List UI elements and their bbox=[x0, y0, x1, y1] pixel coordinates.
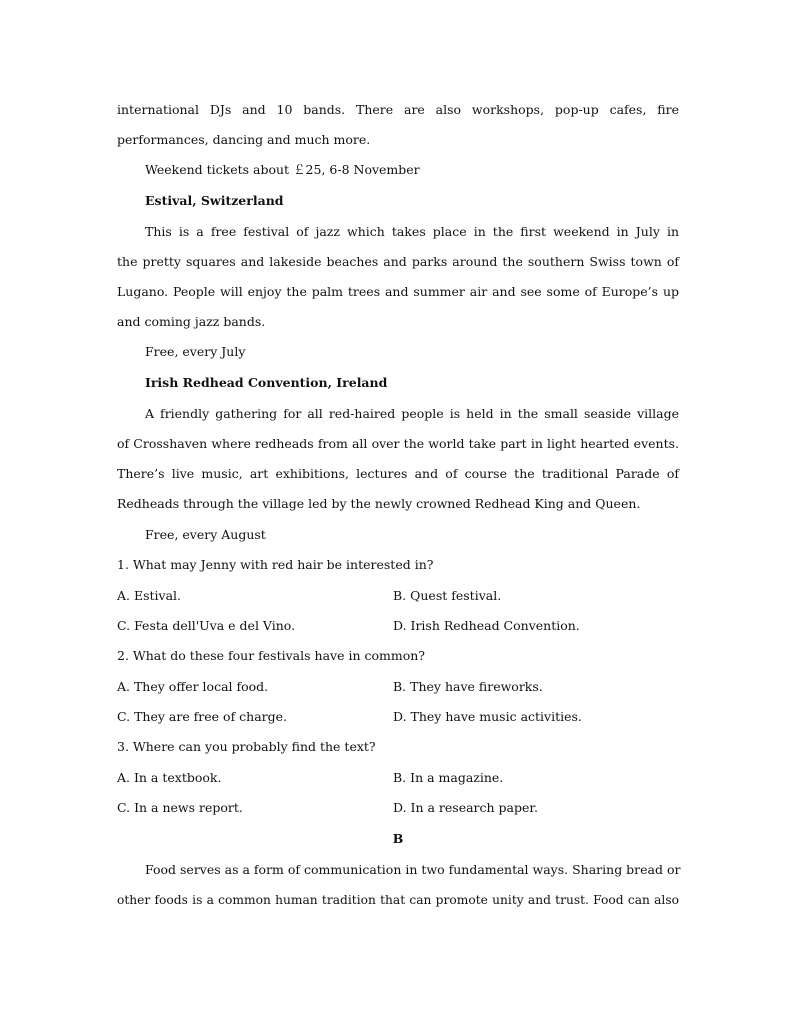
paragraph-line: Food serves as a form of communication in two fundamental ways. Sharing bread or bbox=[145, 862, 681, 877]
question-stem: 1. What may Jenny with red hair be interested in? bbox=[117, 557, 434, 572]
paragraph-line: and coming jazz bands. bbox=[117, 314, 266, 329]
option-d: D. They have music activities. bbox=[393, 709, 582, 724]
question-stem: 2. What do these four festivals have in common? bbox=[117, 648, 425, 663]
section-heading-estival: Estival, Switzerland bbox=[145, 193, 284, 208]
paragraph-line: the pretty squares and lakeside beaches and parks around the southern Swiss town of bbox=[117, 254, 679, 269]
option-c: C. Festa dell'Uva e del Vino. bbox=[117, 618, 296, 633]
question-stem: 3. Where can you probably find the text? bbox=[117, 739, 376, 754]
paragraph-line: There’s live music, art exhibitions, lectures and of course the traditional Parade of bbox=[117, 466, 679, 481]
ticket-info: Weekend tickets about ￡25, 6-8 November bbox=[145, 162, 420, 177]
option-a: A. They offer local food. bbox=[117, 679, 269, 694]
paragraph-line: other foods is a common human tradition that can promote unity and trust. Food can also bbox=[117, 893, 679, 907]
section-label-b: B bbox=[392, 831, 404, 846]
paragraph-line: Redheads through the village led by the newly crowned Redhead King and Queen. bbox=[117, 496, 641, 511]
option-d: D. Irish Redhead Convention. bbox=[393, 618, 580, 633]
option-b: B. In a magazine. bbox=[393, 770, 504, 785]
option-b: B. Quest festival. bbox=[393, 588, 502, 603]
option-c: C. They are free of charge. bbox=[117, 709, 288, 724]
paragraph-line: performances, dancing and much more. bbox=[117, 132, 371, 147]
option-d: D. In a research paper. bbox=[393, 800, 538, 815]
option-a: A. Estival. bbox=[117, 588, 182, 603]
event-info: Free, every July bbox=[145, 344, 246, 359]
section-heading-redhead: Irish Redhead Convention, Ireland bbox=[145, 375, 388, 390]
option-b: B. They have fireworks. bbox=[393, 679, 543, 694]
option-c: C. In a news report. bbox=[117, 800, 243, 815]
paragraph-line: A friendly gathering for all red-haired people is held in the small seaside village bbox=[145, 406, 679, 421]
paragraph-line: Lugano. People will enjoy the palm trees and summer air and see some of Europe’s up bbox=[117, 284, 679, 299]
paragraph-line: of Crosshaven where redheads from all over the world take part in light hearted events. bbox=[117, 436, 679, 451]
option-a: A. In a textbook. bbox=[117, 770, 222, 785]
paragraph-line: This is a free festival of jazz which takes place in the first weekend in July in bbox=[145, 224, 679, 239]
paragraph-line: international DJs and 10 bands. There are also workshops, pop-up cafes, fire bbox=[117, 102, 679, 117]
event-info: Free, every August bbox=[145, 527, 266, 542]
